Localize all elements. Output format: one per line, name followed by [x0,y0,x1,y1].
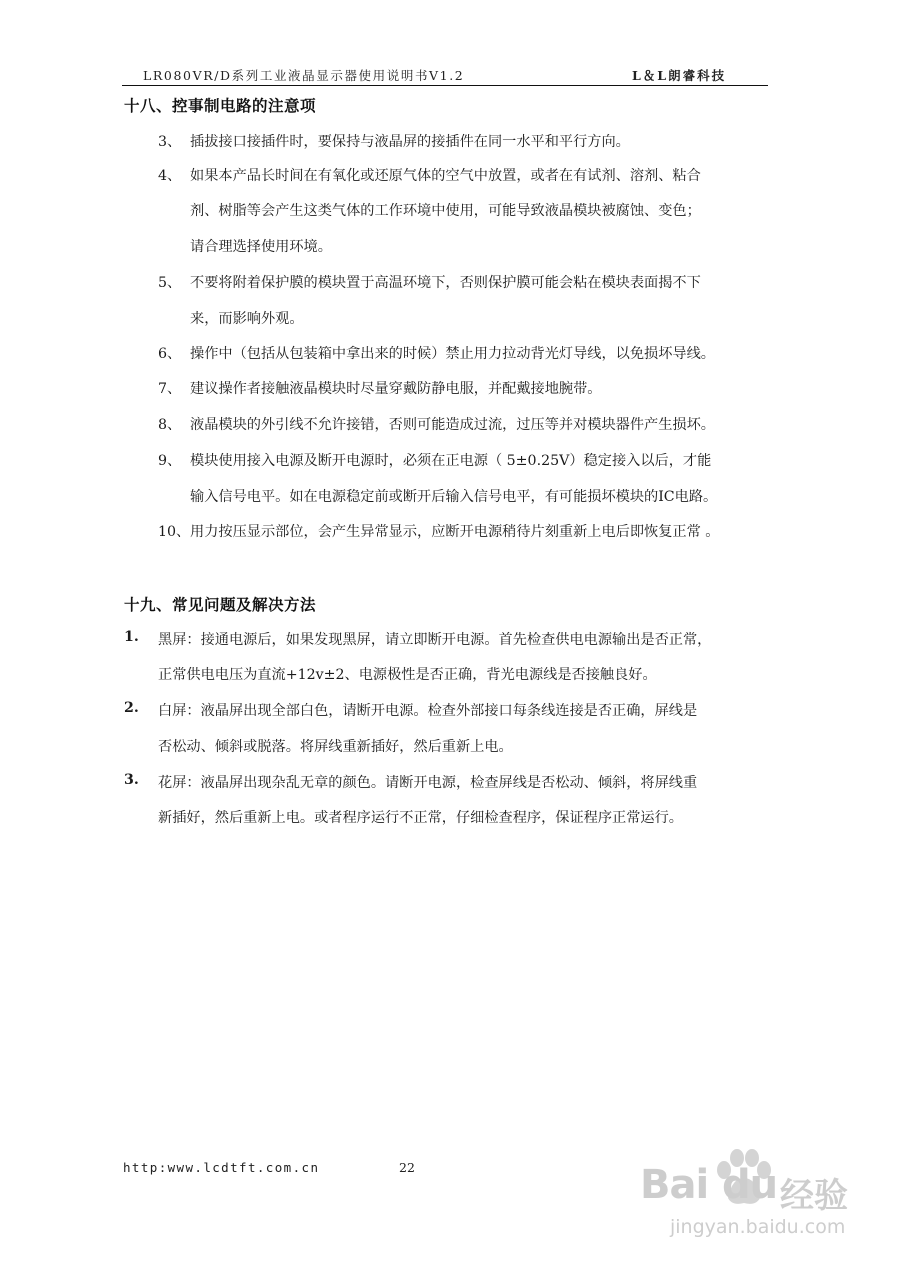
item-4-number: 4、 [158,168,182,184]
baidu-jingyan-watermark [640,1148,890,1268]
watermark-brand-du: du [722,1162,778,1208]
issue-1-text-line1: 黑屏：接通电源后，如果发现黑屏，请立即断开电源。首先检查供电电源输出是否正常， [158,632,712,648]
item-5-number: 5、 [158,275,182,291]
item-4-text-line3: 请合理选择使用环境。 [190,239,332,255]
item-3-text: 插拔接口接插件时，要保持与液晶屏的接插件在同一水平和平行方向。 [190,134,630,150]
item-4-text-line1: 如果本产品长时间在有氧化或还原气体的空气中放置，或者在有试剂、溶剂、粘合 [190,168,701,184]
item-4-text-line2: 剂、树脂等会产生这类气体的工作环境中使用，可能导致液晶模块被腐蚀、变色； [190,203,701,219]
watermark-jingyan-cn: 经验 [780,1176,848,1216]
issue-2-number: 2. [124,700,139,716]
item-10-text: 用力按压显示部位，会产生异常显示，应断开电源稍待片刻重新上电后即恢复正常 。 [190,524,720,540]
item-6-number: 6、 [158,346,182,362]
section-18-title: 十八、控事制电路的注意项 [124,97,317,115]
issue-3-text-line2: 新插好，然后重新上电。或者程序运行不正常，仔细检查程序，保证程序正常运行。 [158,810,683,826]
item-9-number: 9、 [158,453,182,469]
footer-website: http:www.lcdtft.com.cn [123,1160,320,1175]
item-7-text: 建议操作者接触液晶模块时尽量穿戴防静电服，并配戴接地腕带。 [190,381,602,397]
watermark-url: jingyan.baidu.com [670,1216,846,1238]
item-8-number: 8、 [158,417,182,433]
issue-2-text-line2: 否松动、倾斜或脱落。将屏线重新插好，然后重新上电。 [158,739,513,755]
issue-1-number: 1. [124,629,139,645]
footer-page-number: 22 [399,1160,415,1175]
item-9-text-line2: 输入信号电平。如在电源稳定前或断开后输入信号电平，有可能损坏模块的IC电路。 [190,489,718,505]
item-5-text-line2: 来，而影响外观。 [190,311,304,327]
item-7-number: 7、 [158,381,182,397]
item-6-text: 操作中（包括从包装箱中拿出来的时候）禁止用力拉动背光灯导线，以免损坏导线。 [190,346,715,362]
item-10-number: 10、 [158,524,191,540]
section-19-title: 十九、常见问题及解决方法 [124,596,317,614]
issue-1-text-line2: 正常供电电压为直流+12v±2、电源极性是否正确，背光电源线是否接触良好。 [158,667,657,683]
watermark-brand-bai: Bai [640,1162,709,1208]
header-divider [122,85,768,86]
issue-3-text-line1: 花屏：液晶屏出现杂乱无章的颜色。请断开电源，检查屏线是否松动、倾斜，将屏线重 [158,775,698,791]
header-document-title: LR080VR/D系列工业液晶显示器使用说明书V1.2 [143,68,465,83]
header-company-name: L＆L朗睿科技 [632,68,727,83]
item-9-text-line1: 模块使用接入电源及断开电源时，必须在正电源（ 5±0.25V）稳定接入以后，才能 [190,453,712,469]
item-5-text-line1: 不要将附着保护膜的模块置于高温环境下，否则保护膜可能会粘在模块表面揭不下 [190,275,701,291]
item-8-text: 液晶模块的外引线不允许接错，否则可能造成过流，过压等并对模块器件产生损坏。 [190,417,715,433]
issue-3-number: 3. [124,772,139,788]
item-3-number: 3、 [158,134,182,150]
issue-2-text-line1: 白屏：液晶屏出现全部白色，请断开电源。检查外部接口每条线连接是否正确，屏线是 [158,703,698,719]
